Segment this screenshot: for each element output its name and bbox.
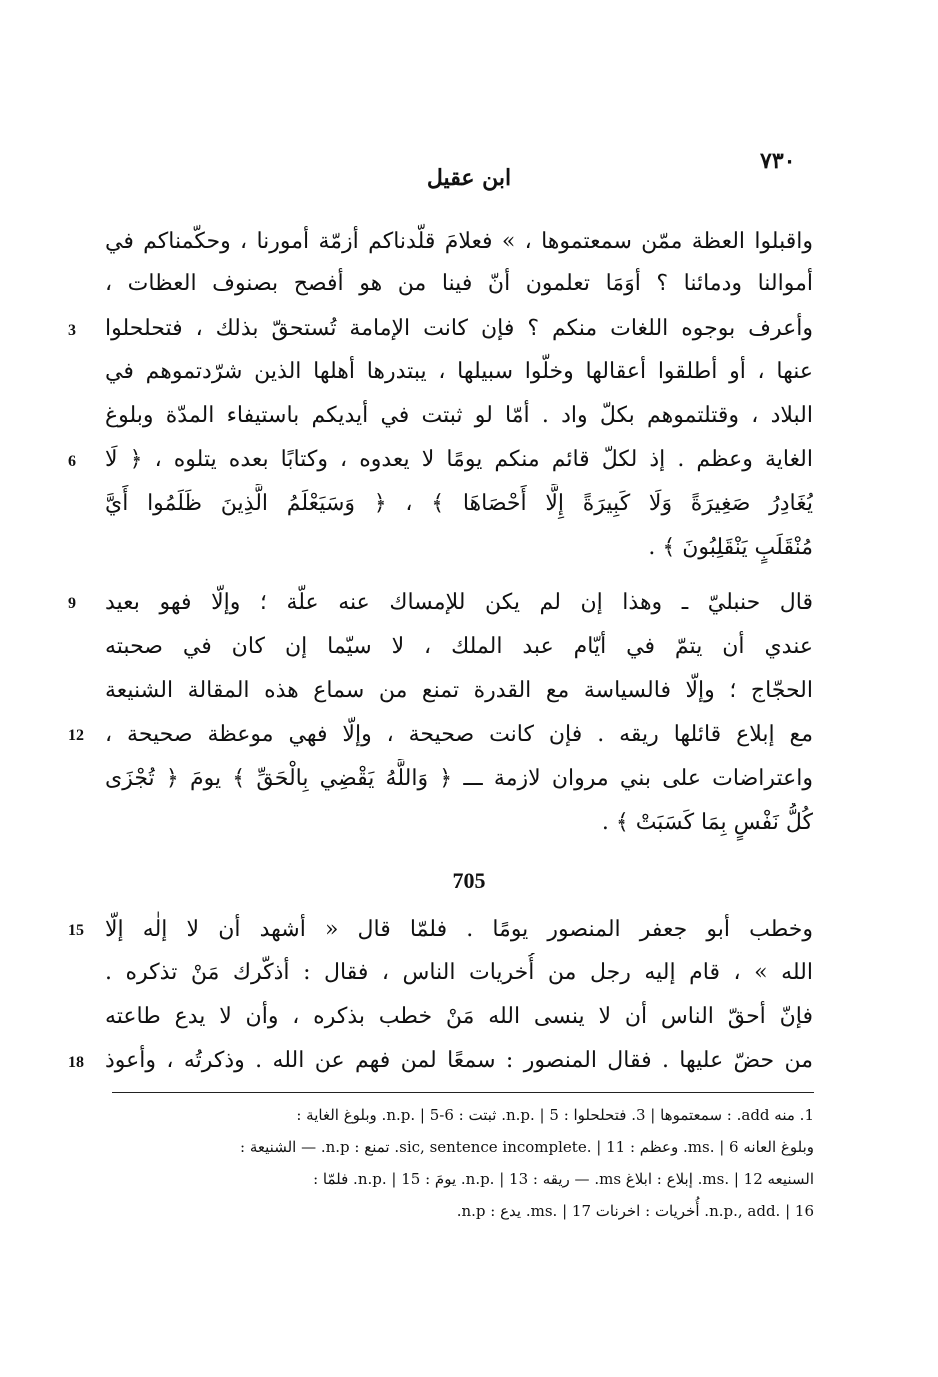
text-line: عندي أن يتمّ في أيّام عبد الملك ، لا سيّما إن كان في صحبته xyxy=(105,634,813,659)
running-title: ابن عقيل xyxy=(426,165,512,191)
text-line: البلاد ، وقتلتموهم بكلّ واد . أمّا لو ثبتت في أيديكم باستيفاء المدّة وبلوغ xyxy=(105,403,813,428)
footnote-line: وبلوغ العانه ms. | 6. وعظم : sic, sentence incomplete. | 11. تمنع : n.p. — الشنيعة : xyxy=(240,1138,814,1156)
text-line: واقبلوا العظة ممّن سمعتموها ، » فعلامَ قلّدناكم أزمّة أمورنا ، وحكّمناكم في xyxy=(105,229,813,254)
line-number: 6 xyxy=(68,453,76,470)
line-number: 18 xyxy=(68,1054,84,1071)
text-line: عنها ، أو أطلقوا أعقالها وخلّوا سبيلها ، يبتدرها أهلها الذين شرّدتموهم في xyxy=(105,359,813,384)
footnote-line: السنيعه ms. | 12. إبلاع : ابلاغ ms. — ريقه : n.p. | 13. يومَ : n.p. | 15. فلمّا : xyxy=(313,1170,814,1188)
line-number: 15 xyxy=(68,922,84,939)
line-number: 12 xyxy=(68,727,84,744)
line-number: 9 xyxy=(68,595,76,612)
text-line: مُنْقَلَبٍ يَنْقَلِبُونَ ﴾ . xyxy=(648,535,813,560)
text-line: كُلُّ نَفْسٍ بِمَا كَسَبَتْ ﴾ . xyxy=(601,810,813,835)
text-line: أموالنا ودمائنا ؟ أوَمَا تعلمون أنّ فينا من هو أفصح بصنوف العظات ، xyxy=(105,271,813,296)
text-line: واعتراضات على بني مروان لازمة ـــ ﴿ وَاللَّهُ يَقْضِي بِالْحَقِّ ﴾ يومَ ﴿ تُجْزَى xyxy=(105,766,813,791)
text-line: وأعرف بوجوه اللغات منكم ؟ فإن كانت الإمامة تُستحقّ بذلك ، فتحلحلوا xyxy=(105,316,813,341)
footnote-line: 1. منه add. : سمعتموها | 3. فتحلحلوا : n.p. | 5. ثبتت : n.p. | 5-6. وبلوغ الغاية : xyxy=(296,1106,814,1124)
footnote-line: n.p., add. | 16. أُخريات : اخرنات ms. | 17. يدع : n.p. xyxy=(456,1202,814,1220)
page-number: ٧٣٠ xyxy=(760,148,796,174)
text-line: يُغَادِرُ صَغِيرَةً وَلَا كَبِيرَةً إِلَّا أَحْصَاهَا ﴾ ، ﴿ وَسَيَعْلَمُ الَّذِينَ ظَلَمُوا أَيَّ xyxy=(105,491,813,516)
line-number: 3 xyxy=(68,322,76,339)
footnote-rule xyxy=(112,1092,814,1093)
text-line: مع إبلاع قائلها ريقه . فإن كانت صحيحة ، وإلّا فهي موعظة صحيحة ، xyxy=(105,722,813,747)
text-line: الحجّاج ؛ وإلّا فالسياسة مع القدرة تمنع من سماع هذه المقالة الشنيعة xyxy=(105,678,813,703)
text-line: قال حنبليّ ـ وهذا إن لم يكن للإمساك عنه علّة ؛ وإلّا فهو بعيد xyxy=(105,590,813,615)
text-line: وخطب أبو جعفر المنصور يومًا . فلمّا قال « أشهد أن لا إلٰه إلّا xyxy=(105,917,813,942)
text-line: فإنّ أحقّ الناس أن لا ينسى الله مَنْ خطب بذكره ، وأن لا يدع طاعته xyxy=(105,1004,813,1029)
text-line: الغاية وعظم . إذ لكلّ قائم منكم يومًا لا يعدوه ، وكتابًا بعده يتلوه ، ﴿ لَا xyxy=(105,447,813,472)
section-number: 705 xyxy=(452,868,486,893)
text-line: الله » ، قام إليه رجل من أُخريات الناس ، فقال : أذكّرك مَنْ تذكره . xyxy=(105,960,813,985)
text-line: من حضّ عليها . فقال المنصور : سمعًا لمن فهم عن الله . وذكرتُه ، وأعوذ xyxy=(105,1048,813,1073)
